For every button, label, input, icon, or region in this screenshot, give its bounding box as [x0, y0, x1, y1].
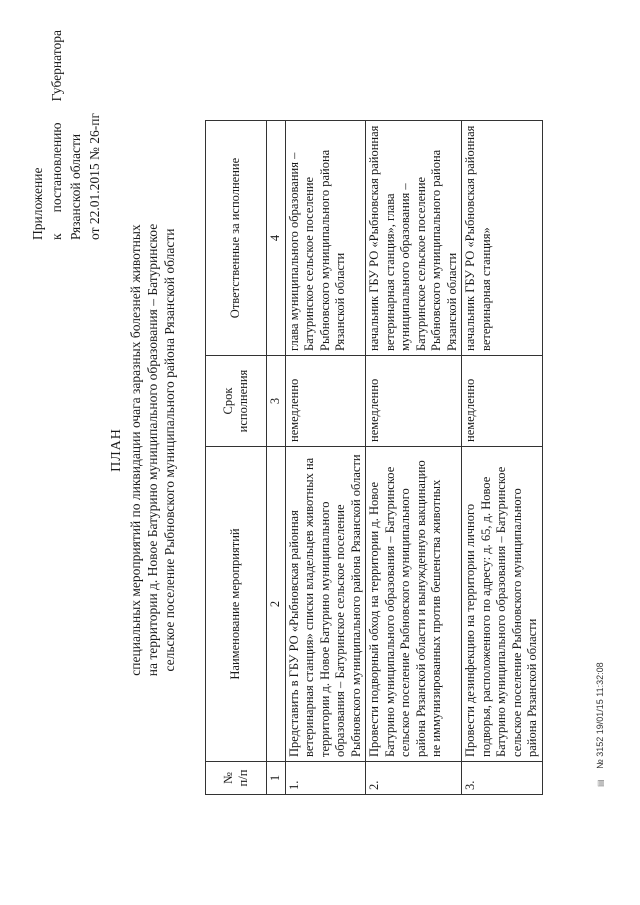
appendix-title: Приложение	[30, 167, 45, 240]
table-row	[285, 121, 366, 795]
title-heading: ПЛАН	[109, 428, 124, 472]
appendix-decree-line	[47, 30, 66, 240]
row-number: 1.	[285, 762, 366, 795]
row-term: немедленно	[462, 356, 543, 447]
appendix-governor-word: Губернатора	[49, 30, 64, 102]
row-action: Представить в ГБУ РО «Рыбновская районная ветеринарная станция» списки владельцев животных на территории д. Новое Батурино муниципального образования – Батуринское сельское поселение Рыбновского муниципального района Рязанской области	[285, 447, 366, 762]
measures-table	[205, 120, 543, 795]
stamp-text: № 3152 19/01/15 11:32:08	[595, 662, 605, 769]
table-row	[366, 121, 462, 795]
row-responsible: глава муниципального образования – Батуринское сельское поселение Рыбновского муниципального района Рязанской области	[285, 121, 366, 356]
title-line-1: специальных мероприятий по ликвидации очага заразных болезней животных	[128, 224, 143, 676]
appendix-decree-word: постановлению	[49, 122, 64, 213]
stamp-logo-icon: ▤	[596, 779, 606, 787]
row-responsible: начальник ГБУ РО «Рыбновская районная ветеринарная станция»	[462, 121, 543, 356]
column-number-4: 4	[267, 121, 286, 356]
column-number-3: 3	[267, 356, 286, 447]
appendix-region: Рязанской области	[68, 133, 83, 240]
row-term: немедленно	[366, 356, 462, 447]
column-number-2: 2	[267, 447, 286, 762]
appendix-preposition: к	[49, 233, 64, 240]
appendix-date-number: от 22.01.2015 № 26-пг	[87, 113, 102, 240]
row-action: Провести дезинфекцию на территории личного подворья, расположенного по адресу: д. 65, д. Новое Батурино муниципального образования – Батуринское сельское поселение Рыбновского муниципального района Рязанской области	[462, 447, 543, 762]
row-number: 2.	[366, 762, 462, 795]
row-action: Провести подворный обход на территории д. Новое Батурино муниципального образования – Батуринское сельское поселение Рыбновского муниципального района Рязанской области и вынужденную вакцинацию не иммунизированных против бешенства животных	[366, 447, 462, 762]
title-line-3: сельское поселение Рыбновского муниципального района Рязанской области	[162, 228, 177, 672]
table-row	[462, 121, 543, 795]
appendix-header	[28, 30, 104, 240]
header-number: № п/п	[206, 762, 267, 795]
header-action: Наименование мероприятий	[206, 447, 267, 762]
column-number-1: 1	[267, 762, 286, 795]
row-term: немедленно	[285, 356, 366, 447]
title-line-2: на территории д. Новое Батурино муниципального образования – Батуринское	[145, 223, 160, 677]
row-responsible: начальник ГБУ РО «Рыбновская районная ветеринарная станция», глава муниципального образования – Батуринское сельское поселение Рыбновского муниципального района Рязанской области	[366, 121, 462, 356]
table-column-numbers-row	[267, 121, 286, 795]
header-responsible: Ответственные за исполнение	[206, 121, 267, 356]
row-number: 3.	[462, 762, 543, 795]
header-term: Срок исполнения	[206, 356, 267, 447]
table-header-row	[206, 121, 267, 795]
registration-stamp	[595, 662, 605, 787]
document-title	[108, 145, 178, 755]
